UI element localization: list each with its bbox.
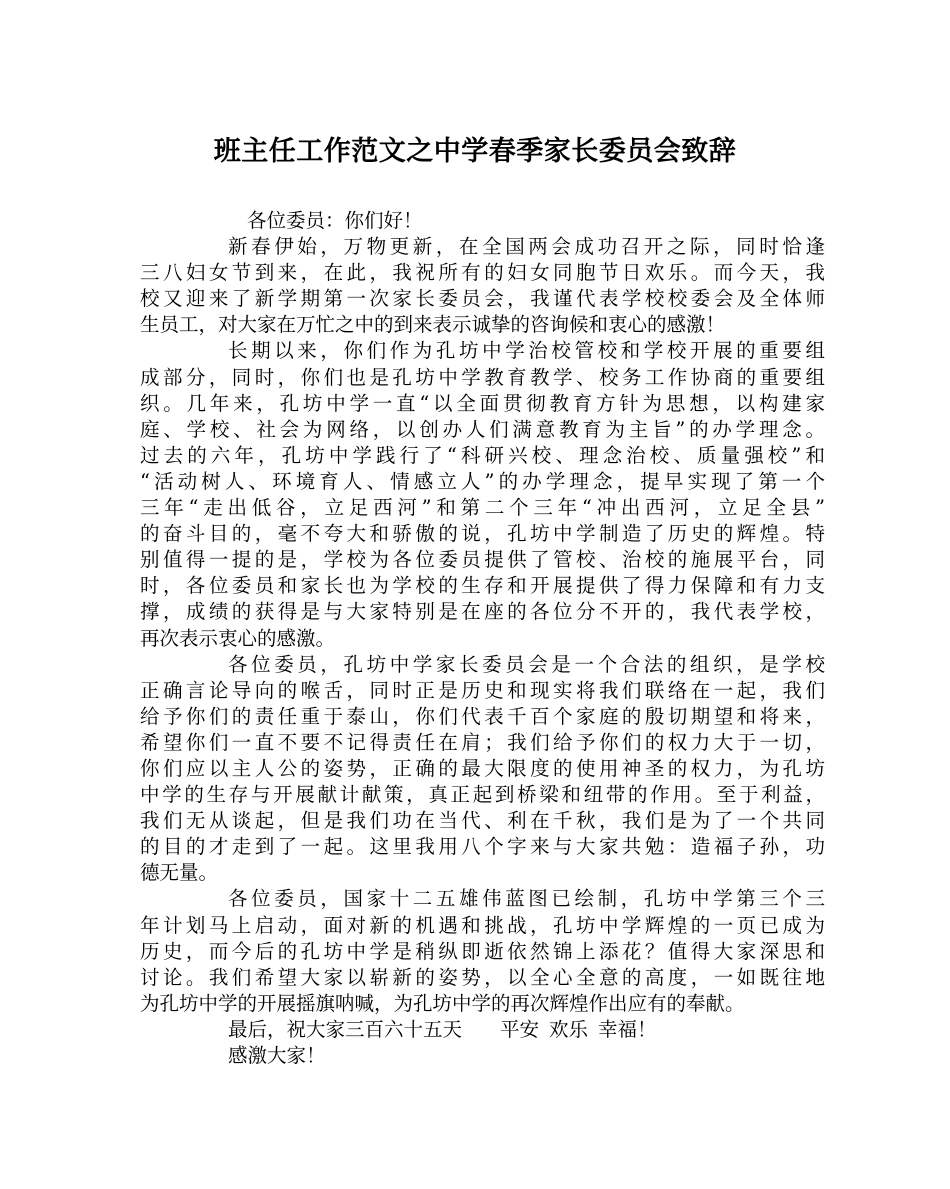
paragraph-4-line: 历史，而今后的孔坊中学是稍纵即逝依然锦上添花？值得大家深思和 xyxy=(140,939,825,963)
paragraph-2-line: 织。几年来，孔坊中学一直“以全面贯彻教育方针为思想，以构建家 xyxy=(140,391,825,415)
paragraph-2-line: 庭、学校、社会为网络，以创办人们满意教育为主旨”的办学理念。 xyxy=(140,417,825,441)
paragraph-2-line: 成部分，同时，你们也是孔坊中学教育教学、校务工作协商的重要组 xyxy=(140,365,825,389)
document-title: 班主任工作范文之中学春季家长委员会致辞 xyxy=(213,136,737,167)
paragraph-4-line: 讨论。我们希望大家以崭新的姿势，以全心全意的高度，一如既往地 xyxy=(140,965,825,989)
paragraph-2-line: 长期以来，你们作为孔坊中学治校管校和学校开展的重要组 xyxy=(228,339,825,363)
paragraph-3-line: 中学的生存与开展献计献策，真正起到桥梁和纽带的作用。至于利益， xyxy=(140,783,825,807)
closing-wish-prefix: 最后，祝大家三百六十五天 xyxy=(228,1017,463,1041)
paragraph-2-line: 过去的六年，孔坊中学践行了“科研兴校、理念治校、质量强校”和 xyxy=(140,443,825,467)
paragraph-3-line: 各位委员，孔坊中学家长委员会是一个合法的组织，是学校 xyxy=(228,652,825,676)
closing-wish-joy: 欢乐 xyxy=(549,1017,589,1041)
paragraph-3-line: 正确言论导向的喉舌，同时正是历史和现实将我们联络在一起，我们 xyxy=(140,678,825,702)
closing-wish-happiness: 幸福！ xyxy=(598,1017,657,1041)
paragraph-2-line: 再次表示衷心的感激。 xyxy=(140,626,336,650)
paragraph-3-line: 我们无从谈起，但是我们功在当代、利在千秋，我们是为了一个共同 xyxy=(140,809,825,833)
paragraph-2-line: 时，各位委员和家长也为学校的生存和开展提供了得力保障和有力支 xyxy=(140,574,825,598)
paragraph-3-line: 德无量。 xyxy=(140,861,219,885)
paragraph-4-line: 各位委员，国家十二五雄伟蓝图已绘制，孔坊中学第三个三 xyxy=(228,887,825,911)
paragraph-3-line: 你们应以主人公的姿势，正确的最大限度的使用神圣的权力，为孔坊 xyxy=(140,756,825,780)
document-body xyxy=(140,208,825,1069)
paragraph-2-line: “活动树人、环境育人、情感立人”的办学理念，提早实现了第一个 xyxy=(140,469,825,493)
paragraph-1-line: 校又迎来了新学期第一次家长委员会，我谨代表学校校委会及全体师 xyxy=(140,287,825,311)
closing-wish-peace: 平安 xyxy=(500,1017,540,1041)
paragraph-2-line: 别值得一提的是，学校为各位委员提供了管校、治校的施展平台，同 xyxy=(140,548,825,572)
closing-thanks: 感激大家！ xyxy=(228,1044,326,1067)
paragraph-3-line: 希望你们一直不要不记得责任在肩；我们给予你们的权力大于一切， xyxy=(140,730,825,754)
paragraph-4-line: 年计划马上启动，面对新的机遇和挑战，孔坊中学辉煌的一页已成为 xyxy=(140,913,825,937)
closing-wish xyxy=(140,1017,825,1043)
paragraph-3-line: 的目的才走到了一起。这里我用八个字来与大家共勉：造福子孙，功 xyxy=(140,835,825,859)
paragraph-1-line: 三八妇女节到来，在此，我祝所有的妇女同胞节日欢乐。而今天，我 xyxy=(140,261,825,285)
paragraph-1-line: 新春伊始，万物更新，在全国两会成功召开之际，同时恰逢 xyxy=(228,235,825,259)
paragraph-4-line: 为孔坊中学的开展摇旗呐喊，为孔坊中学的再次辉煌作出应有的奉献。 xyxy=(140,991,745,1015)
paragraph-2-line: 撑，成绩的获得是与大家特别是在座的各位分不开的，我代表学校， xyxy=(140,600,825,624)
greeting: 各位委员：你们好！ xyxy=(247,209,423,232)
paragraph-1-line: 生员工，对大家在万忙之中的到来表示诚挚的咨询候和衷心的感激！ xyxy=(140,313,726,337)
paragraph-2-line: 三年“走出低谷，立足西河”和第二个三年“冲出西河，立足全县” xyxy=(140,496,825,520)
paragraph-3-line: 给予你们的责任重于泰山，你们代表千百个家庭的殷切期望和将来， xyxy=(140,704,825,728)
paragraph-2-line: 的奋斗目的，毫不夸大和骄傲的说，孔坊中学制造了历史的辉煌。特 xyxy=(140,522,825,546)
